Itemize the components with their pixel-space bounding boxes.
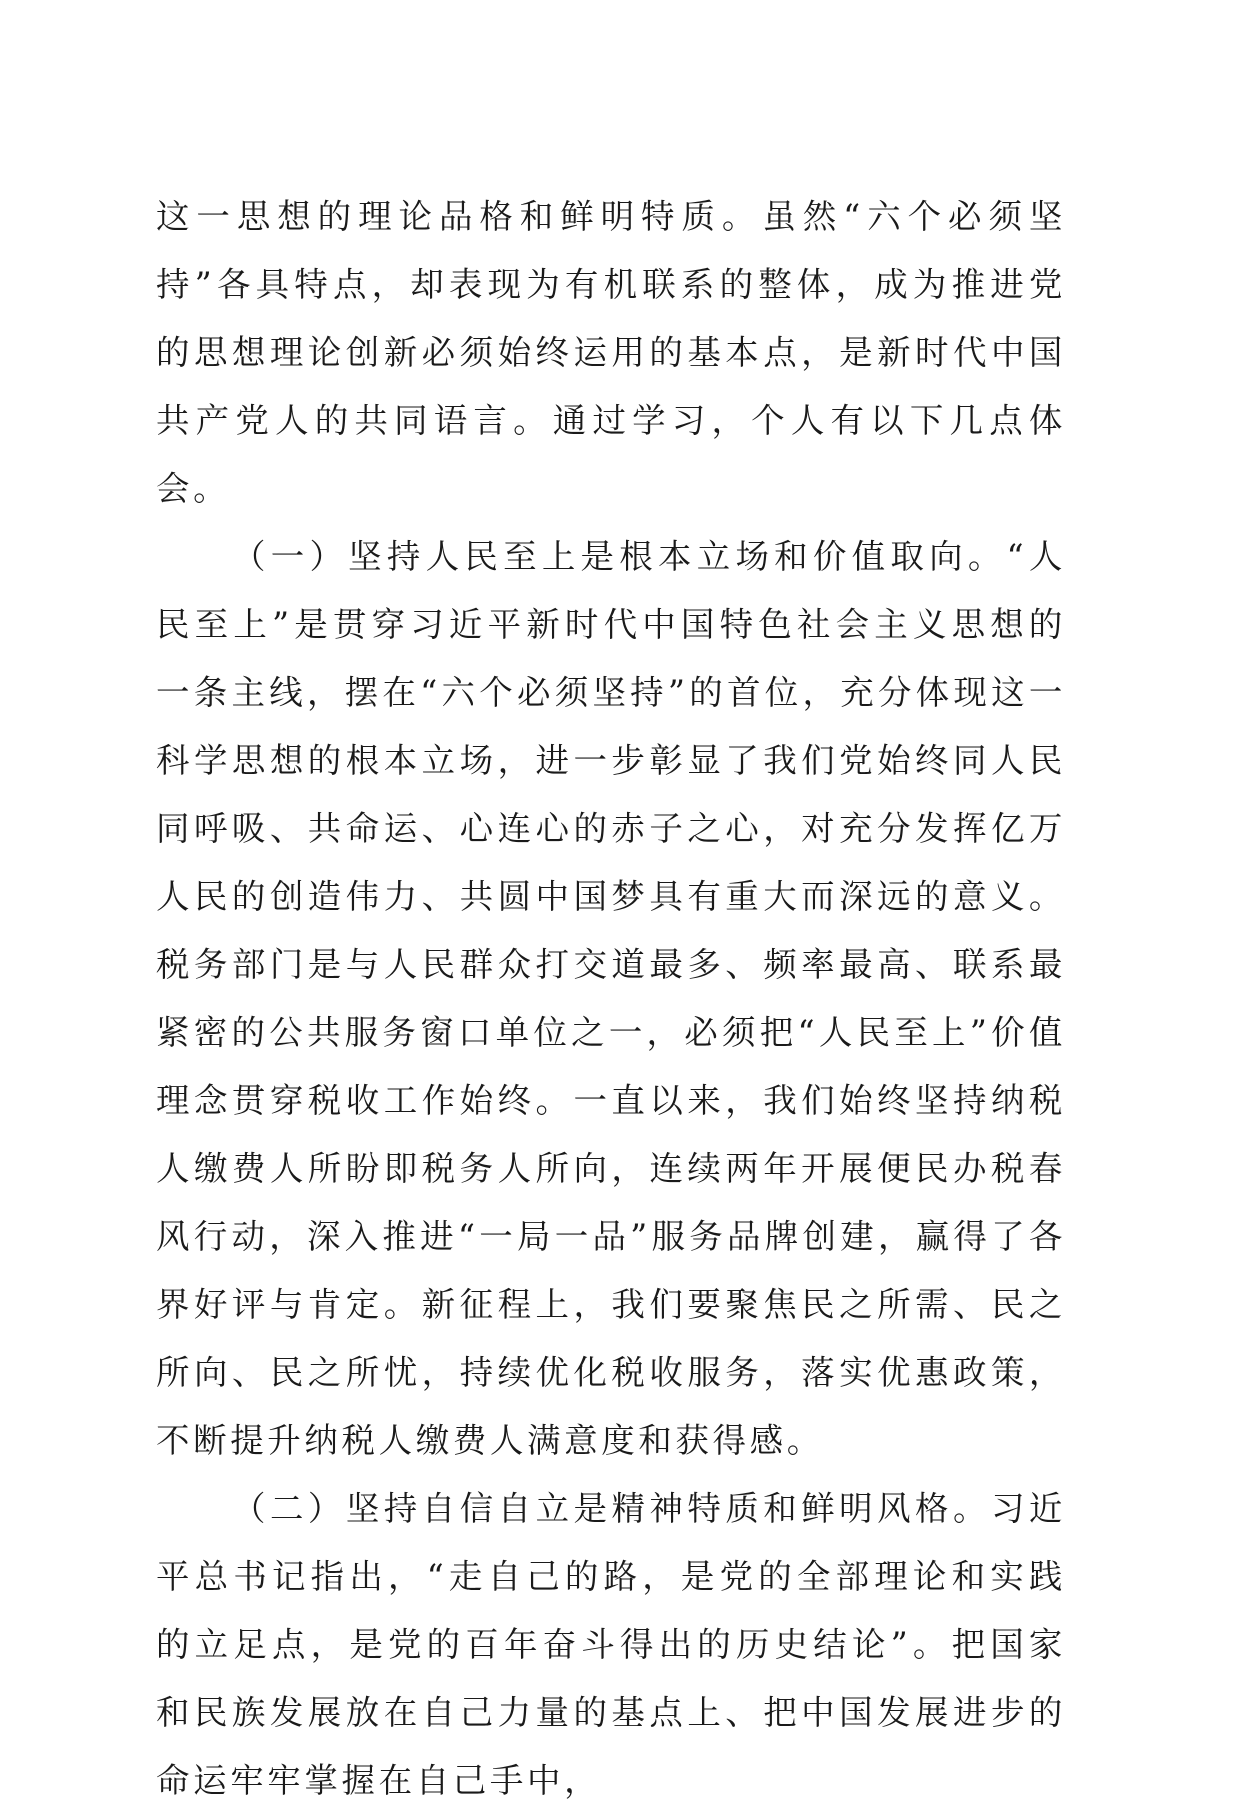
paragraph-people-first: （一）坚持人民至上是根本立场和价值取向。“人民至上”是贯穿习近平新时代中国特色社会主义思想的一条主线，摆在“六个必须坚持”的首位，充分体现这一科学思想的根本立场，进一步彰显了我们党始终同人民同呼吸、共命运、心连心的赤子之心，对充分发挥亿万人民的创造伟力、共圆中国梦具有重大而深远的意义。税务部门是与人民群众打交道最多、频率最高、联系最紧密的公共服务窗口单位之一，必须把“人民至上”价值理念贯穿税收工作始终。一直以来，我们始终坚持纳税人缴费人所盼即税务人所向，连续两年开展便民办税春风行动，深入推进“一局一品”服务品牌创建，赢得了各界好评与肯定。新征程上，我们要聚焦民之所需、民之所向、民之所忧，持续优化税收服务，落实优惠政策，不断提升纳税人缴费人满意度和获得感。 [156, 537, 1066, 1460]
document-body [156, 183, 1066, 1815]
paragraph-continuation: 这一思想的理论品格和鲜明特质。虽然“六个必须坚持”各具特点，却表现为有机联系的整体，成为推进党的思想理论创新必须始终运用的基本点，是新时代中国共产党人的共同语言。通过学习，个人有以下几点体会。 [156, 197, 1066, 508]
paragraph-self-reliance: （二）坚持自信自立是精神特质和鲜明风格。习近平总书记指出，“走自己的路，是党的全部理论和实践的立足点，是党的百年奋斗得出的历史结论”。把国家和民族发展放在自己力量的基点上、把中国发展进步的命运牢牢掌握在自己手中， [156, 1489, 1066, 1800]
